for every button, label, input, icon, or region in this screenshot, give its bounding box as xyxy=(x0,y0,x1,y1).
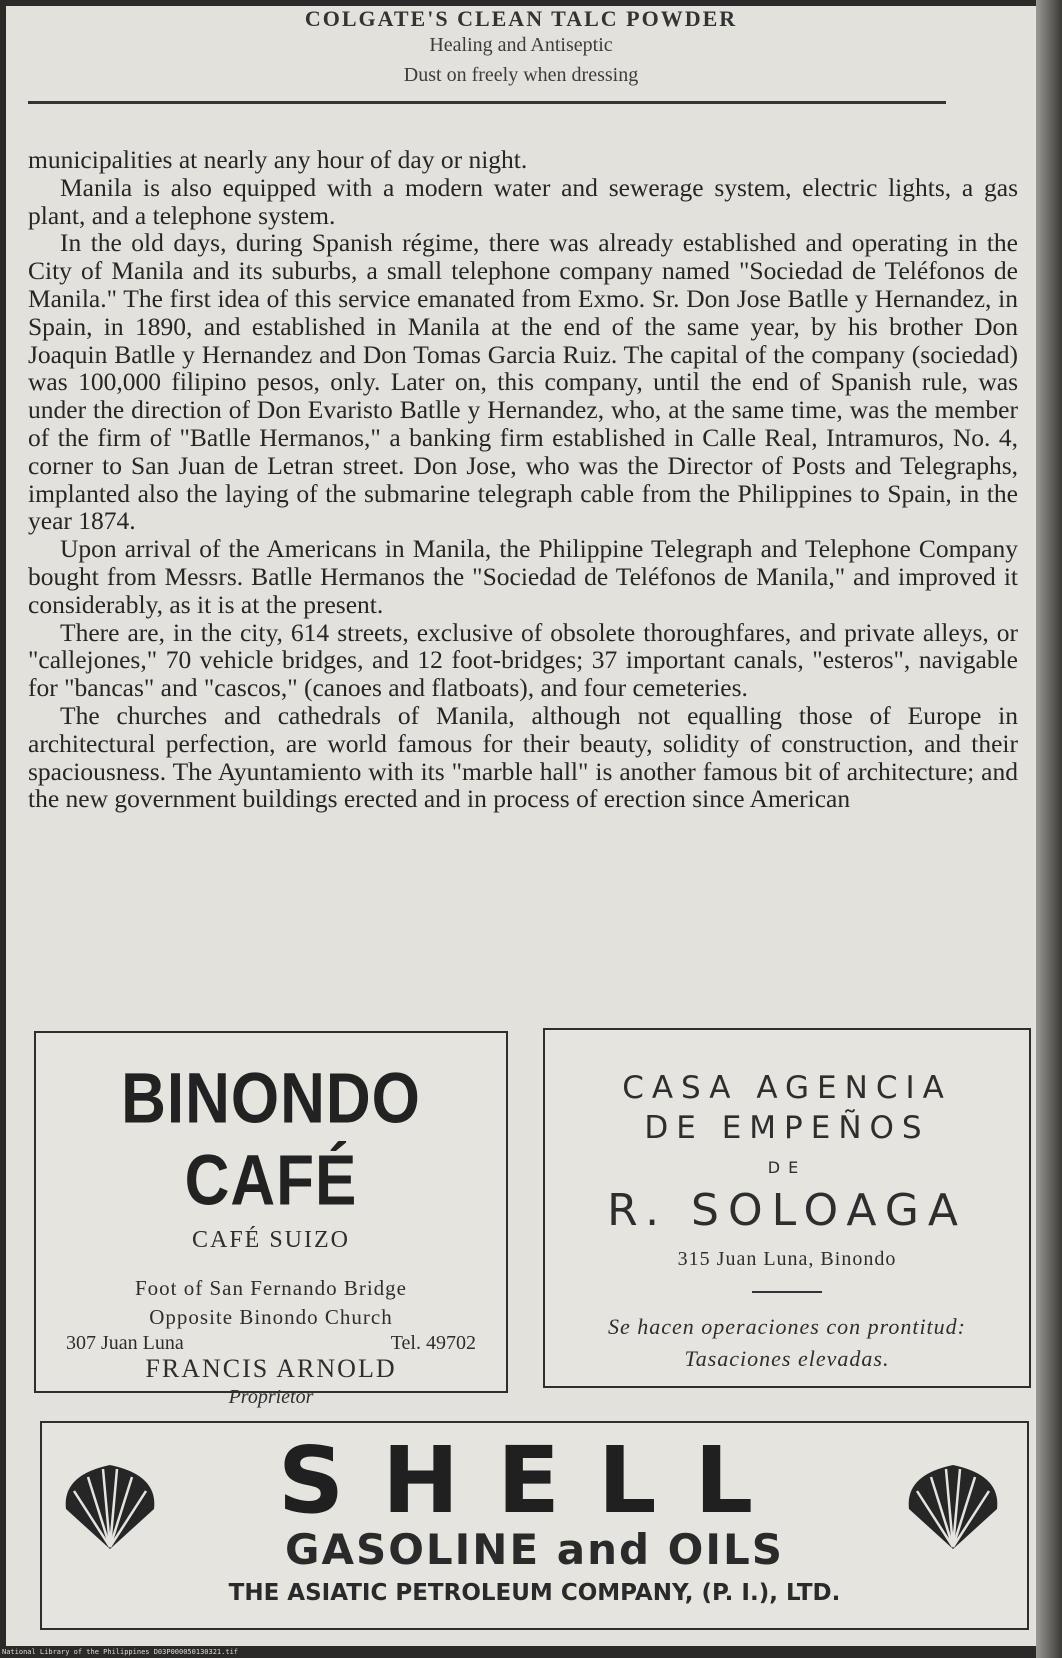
casa-note: Se hacen operaciones con prontitud: Tasaciones elevadas. xyxy=(608,1314,966,1371)
casa-agencia-ad xyxy=(543,1028,1031,1388)
cafe-subtitle: CAFÉ SUIZO xyxy=(191,1227,350,1253)
header-brand-line: COLGATE'S CLEAN TALC POWDER xyxy=(304,10,738,30)
casa-title-line-1: CASA AGENCIA xyxy=(622,1070,952,1106)
scan-credit: National Library of the Philippines D03P000050130321.tif xyxy=(2,1648,239,1656)
paragraph: municipalities at nearly any hour of day or night. xyxy=(28,145,528,174)
cafe-street: 307 Juan Luna xyxy=(66,1332,184,1354)
page-header-ad xyxy=(6,10,1036,90)
paragraph: Manila is also equipped with a modern water and sewerage system, electric lights, a gas plant, and a telephone system. xyxy=(28,172,1018,230)
header-rule xyxy=(28,101,946,104)
casa-title xyxy=(545,1068,1029,1148)
paragraph: In the old days, during Spanish régime, there was already established and operating in the City of Manila and its suburbs, a small telephone company named "Sociedad de Teléfonos de Manila." The first idea of this service emanated from Exmo. Sr. Don Jose Batlle y Hernandez, in Spain, in 1890, and established in Manila at the end of the same year, by his brother Don Joaquin Batlle y Hernandez and Don Tomas Garcia Ruiz. The capital of the company (sociedad) was 100,000 filipino pesos, only. Later on, this company, until the end of Spanish rule, was under the direction of Don Evaristo Batlle y Hernandez, who, at the same time, was the member of the firm of "Batlle Hermanos," a banking firm established in Calle Real, Intramuros, No. 4, corner to San Juan de Letran street. Don Jose, who was the Director of Posts and Telegraphs, implanted also the laying of the submarine telegraph cable from the Philippines to Spain, in the year 1874. xyxy=(28,228,1018,536)
scallop-shell-icon xyxy=(56,1457,164,1557)
shell-company: THE ASIATIC PETROLEUM COMPANY, (P. I.), LTD. xyxy=(228,1580,841,1606)
cafe-telephone: Tel. 49702 xyxy=(390,1332,476,1354)
scallop-shell-icon xyxy=(899,1457,1007,1557)
shell-ad xyxy=(40,1421,1029,1630)
casa-address: 315 Juan Luna, Binondo xyxy=(677,1248,897,1270)
casa-title-line-2: DE EMPEÑOS xyxy=(644,1110,930,1146)
shell-products: GASOLINE and OILS xyxy=(284,1525,785,1574)
paragraph: Upon arrival of the Americans in Manila, the Philippine Telegraph and Telephone Company bought from Messrs. Batlle Hermanos the "Sociedad de Teléfonos de Manila," and improved it considerably, as it is at the present. xyxy=(28,534,1018,619)
casa-proprietor-name: R. SOLOAGA xyxy=(607,1185,967,1236)
binondo-cafe-ad xyxy=(34,1031,508,1408)
header-line-1: Healing and Antiseptic xyxy=(429,34,613,56)
header-line-2: Dust on freely when dressing xyxy=(403,64,639,86)
cafe-title: BINONDO CAFÉ xyxy=(121,1059,421,1221)
cafe-address-line-2: Opposite Binondo Church xyxy=(149,1305,393,1329)
casa-divider xyxy=(752,1291,822,1293)
cafe-owner-role: Proprietor xyxy=(228,1386,314,1408)
article-body xyxy=(28,146,1018,813)
book-spine-shadow xyxy=(1036,0,1062,1658)
shell-brand: SHELL xyxy=(277,1427,792,1534)
cafe-owner: FRANCIS ARNOLD xyxy=(145,1354,397,1383)
paragraph: There are, in the city, 614 streets, exclusive of obsolete thoroughfares, and private alleys, or "callejones," 70 vehicle bridges, and 12 foot-bridges; 37 important canals, "esteros", navigable for "bancas" and "cascos," (canoes and flatboats), and four cemeteries. xyxy=(28,617,1018,703)
scanned-page xyxy=(6,6,1036,1646)
cafe-footer xyxy=(66,1332,476,1355)
paragraph: The churches and cathedrals of Manila, although not equalling those of Europe in architectural perfection, are world famous for their beauty, solidity of construction, and their spaciousness. The Ayuntamiento with its "marble hall" is another famous bit of architecture; and the new government buildings erected and in process of erection since American xyxy=(28,700,1018,814)
cafe-address-line-1: Foot of San Fernando Bridge xyxy=(135,1276,407,1300)
casa-de: DE xyxy=(767,1158,807,1177)
cafe-address xyxy=(36,1274,506,1332)
